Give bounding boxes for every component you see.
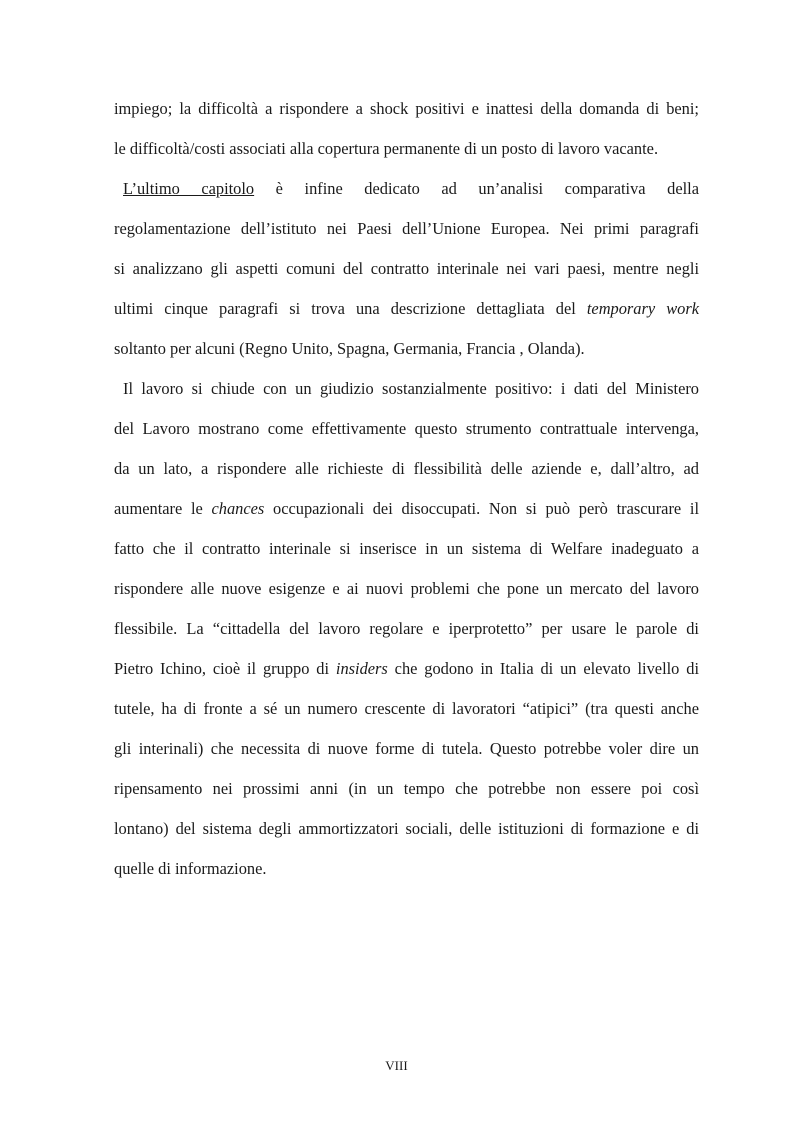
- text-line: impiego; la difficoltà a rispondere a shock positivi e inattesi della domanda di beni;: [114, 99, 699, 118]
- italic-term: chances: [211, 499, 265, 518]
- text-segment: che godono in Italia di un elevato livello di: [387, 659, 699, 678]
- chapter-reference: L’ultimo capitolo: [123, 179, 255, 198]
- page-number: VIII: [385, 1058, 408, 1073]
- italic-term: insiders: [335, 659, 388, 678]
- paragraph-2: [114, 169, 699, 369]
- text-line: lontano) del sistema degli ammortizzatori sociali, delle istituzioni di formazione e di: [114, 819, 699, 838]
- text-segment: Pietro Ichino, cioè il gruppo di: [114, 659, 336, 678]
- document-body: [114, 89, 699, 889]
- text-line: tutele, ha di fronte a sé un numero crescente di lavoratori “atipici” (tra questi anche: [114, 699, 699, 718]
- text-segment: aumentare le: [114, 499, 212, 518]
- text-segment: occupazionali dei disoccupati. Non si può però trascurare il: [264, 499, 699, 518]
- text-line: del Lavoro mostrano come effettivamente questo strumento contrattuale intervenga,: [114, 419, 699, 438]
- italic-term: temporary work: [586, 299, 699, 318]
- text-line: Il lavoro si chiude con un giudizio sostanzialmente positivo: i dati del Ministero: [123, 379, 699, 398]
- text-line: quelle di informazione.: [114, 859, 267, 878]
- text-line: soltanto per alcuni (Regno Unito, Spagna, Germania, Francia , Olanda).: [114, 339, 585, 358]
- text-line: rispondere alle nuove esigenze e ai nuovi problemi che pone un mercato del lavoro: [114, 579, 699, 598]
- text-line: [114, 169, 699, 209]
- text-line: ripensamento nei prossimi anni (in un tempo che potrebbe non essere poi così: [114, 779, 699, 798]
- text-segment: è infine dedicato ad un’analisi comparativa della: [254, 179, 699, 198]
- text-line: regolamentazione dell’istituto nei Paesi dell’Unione Europea. Nei primi paragrafi: [114, 219, 699, 238]
- paragraph-1: [114, 89, 699, 169]
- text-line: [114, 649, 699, 689]
- text-line: gli interinali) che necessita di nuove forme di tutela. Questo potrebbe voler dire un: [114, 739, 699, 758]
- text-segment: ultimi cinque paragrafi si trova una descrizione dettagliata del: [114, 299, 587, 318]
- paragraph-3: [114, 369, 699, 889]
- text-line: [114, 289, 699, 329]
- text-line: [114, 489, 699, 529]
- text-line: flessibile. La “cittadella del lavoro regolare e iperprotetto” per usare le parole di: [114, 619, 699, 638]
- text-line: si analizzano gli aspetti comuni del contratto interinale nei vari paesi, mentre negli: [114, 259, 699, 278]
- text-line: fatto che il contratto interinale si inserisce in un sistema di Welfare inadeguato a: [114, 539, 699, 558]
- text-line: le difficoltà/costi associati alla copertura permanente di un posto di lavoro vacante.: [114, 139, 659, 158]
- text-line: da un lato, a rispondere alle richieste di flessibilità delle aziende e, dall’altro, ad: [114, 459, 699, 478]
